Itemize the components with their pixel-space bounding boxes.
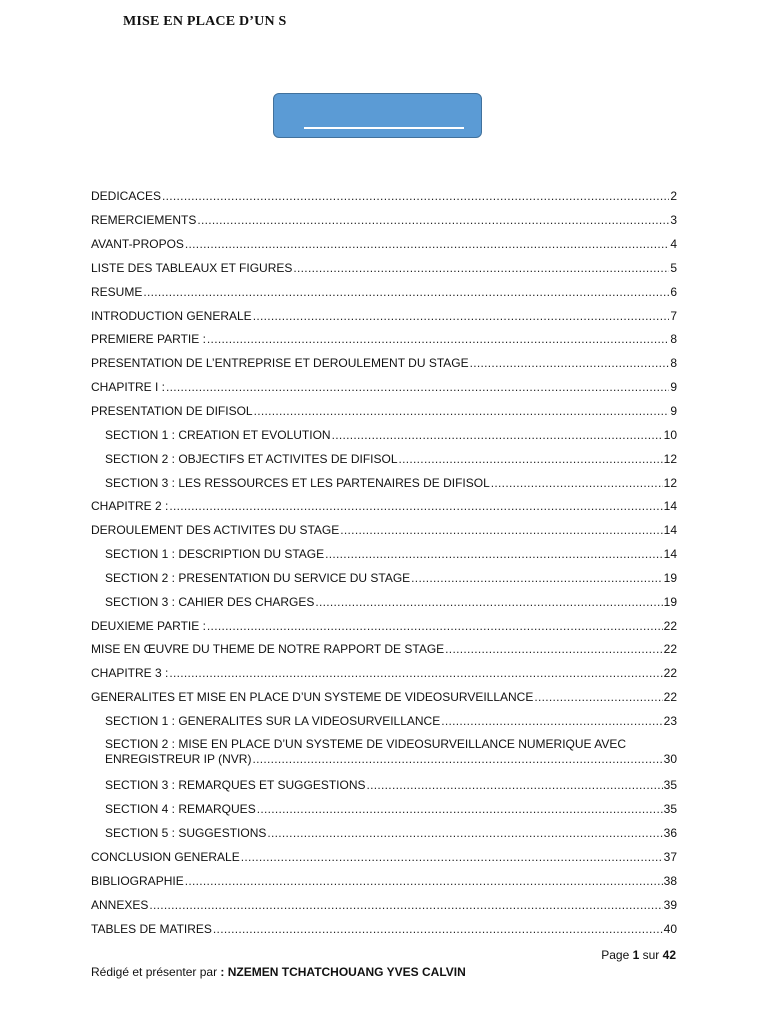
toc-dot-leader [252, 752, 662, 767]
toc-entry-page-number: 40 [663, 922, 677, 936]
toc-entry-page-number: 2 [670, 189, 677, 203]
toc-dot-leader [254, 404, 670, 419]
toc-entry[interactable] [105, 802, 677, 817]
toc-entry-page-number: 10 [663, 428, 677, 442]
toc-entry[interactable] [91, 261, 677, 276]
toc-dot-leader [197, 213, 669, 228]
toc-entry[interactable] [91, 898, 677, 913]
toc-entry[interactable] [91, 619, 677, 634]
toc-entry-page-number: 23 [663, 714, 677, 728]
toc-entry-label: DEROULEMENT DES ACTIVITES DU STAGE [91, 523, 340, 537]
toc-entry-line [91, 523, 677, 538]
toc-entry[interactable] [91, 332, 677, 347]
toc-entry-label: SECTION 1 : DESCRIPTION DU STAGE [105, 547, 325, 561]
toc-entry-page-number: 9 [670, 404, 677, 418]
total-pages-number: 42 [662, 948, 676, 962]
toc-entry-label: CHAPITRE 2 : [91, 499, 169, 513]
toc-dot-leader [213, 922, 663, 937]
toc-entry[interactable] [91, 404, 677, 419]
toc-entry-page-number: 22 [663, 619, 677, 633]
toc-entry-label: SECTION 1 : GENERALITES SUR LA VIDEOSURVEILLANCE [105, 714, 441, 728]
toc-entry-line [91, 261, 677, 276]
toc-entry-label: INTRODUCTION GENERALE [91, 309, 252, 323]
toc-entry-label: PRESENTATION DE L’ENTREPRISE ET DEROULEMENT DU STAGE [91, 356, 469, 370]
toc-entry-label: BIBLIOGRAPHIE [91, 874, 184, 888]
toc-entry-line [91, 404, 677, 419]
toc-dot-leader [241, 850, 663, 865]
toc-entry-label: PRESENTATION DE DIFISOL [91, 404, 253, 418]
toc-entry[interactable] [91, 309, 677, 324]
toc-entry[interactable] [91, 922, 677, 937]
toc-entry-label: SECTION 2 : OBJECTIFS ET ACTIVITES DE DIFISOL [105, 452, 398, 466]
toc-entry[interactable] [91, 642, 677, 657]
toc-dot-leader [293, 261, 669, 276]
toc-entry-label: MISE EN ŒUVRE DU THEME DE NOTRE RAPPORT DE STAGE [91, 642, 445, 656]
toc-entry-line [91, 898, 677, 913]
toc-entry-line [105, 476, 677, 491]
toc-entry-label: SECTION 3 : REMARQUES ET SUGGESTIONS [105, 778, 366, 792]
toc-entry-page-number: 9 [670, 380, 677, 394]
toc-entry-line [91, 499, 677, 514]
toc-entry-line [91, 213, 677, 228]
toc-entry-page-number: 22 [663, 666, 677, 680]
toc-entry-page-number: 35 [663, 802, 677, 816]
toc-entry[interactable] [105, 547, 677, 562]
toc-entry-line [105, 428, 677, 443]
title-underline [304, 127, 464, 129]
toc-entry-page-number: 36 [663, 826, 677, 840]
toc-entry-label: REMERCIEMENTS [91, 213, 197, 227]
toc-entry-line [91, 922, 677, 937]
current-page-number: 1 [632, 948, 640, 962]
toc-entry[interactable] [105, 737, 677, 767]
toc-entry-line [105, 778, 677, 793]
toc-entry-line [91, 619, 677, 634]
toc-entry-label: DEDICACES [91, 189, 162, 203]
toc-entry-line [91, 237, 677, 252]
toc-dot-leader [149, 898, 662, 913]
toc-entry-line [91, 850, 677, 865]
toc-dot-leader [534, 690, 662, 705]
toc-entry[interactable] [91, 285, 677, 300]
title-box [273, 93, 482, 138]
toc-dot-leader [445, 642, 662, 657]
toc-dot-leader [257, 802, 663, 817]
page-indicator [601, 948, 676, 962]
toc-entry-label: SECTION 2 : MISE EN PLACE D’UN SYSTEME DE VIDEOSURVEILLANCE NUMERIQUE AVEC [105, 737, 627, 751]
toc-entry-line [91, 690, 677, 705]
toc-entry-label: CHAPITRE I : [91, 380, 166, 394]
toc-dot-leader [253, 309, 670, 324]
toc-entry[interactable] [105, 778, 677, 793]
toc-entry-line [91, 332, 677, 347]
toc-entry-page-number: 8 [670, 332, 677, 346]
toc-entry-line [91, 356, 677, 371]
toc-entry-label: DEUXIEME PARTIE : [91, 619, 206, 633]
toc-entry[interactable] [91, 874, 677, 889]
toc-dot-leader [332, 428, 663, 443]
document-header-title: MISE EN PLACE D’UN S [123, 14, 287, 29]
toc-entry-line [91, 874, 677, 889]
toc-entry[interactable] [91, 237, 677, 252]
toc-entry[interactable] [105, 595, 677, 610]
toc-entry-label: CONCLUSION GENERALE [91, 850, 240, 864]
toc-entry-line [105, 802, 677, 817]
toc-dot-leader [207, 332, 669, 347]
toc-dot-leader [185, 237, 669, 252]
toc-entry-page-number: 7 [670, 309, 677, 323]
toc-dot-leader [185, 874, 663, 889]
toc-entry-page-number: 22 [663, 642, 677, 656]
toc-entry-line [105, 826, 677, 841]
page-prefix: Page [601, 948, 633, 962]
toc-dot-leader [367, 778, 663, 793]
toc-dot-leader [470, 356, 670, 371]
toc-dot-leader [169, 499, 662, 514]
toc-entry[interactable] [91, 666, 677, 681]
toc-entry-label: SECTION 4 : REMARQUES [105, 802, 256, 816]
toc-entry-page-number: 14 [663, 523, 677, 537]
toc-dot-leader [441, 714, 662, 729]
toc-entry[interactable] [91, 356, 677, 371]
toc-entry[interactable] [105, 476, 677, 491]
toc-entry-page-number: 4 [670, 237, 677, 251]
toc-entry-label: SECTION 3 : CAHIER DES CHARGES [105, 595, 315, 609]
toc-entry[interactable] [91, 523, 677, 538]
toc-entry-label: LISTE DES TABLEAUX ET FIGURES [91, 261, 293, 275]
toc-entry-label-continued: ENREGISTREUR IP (NVR) [105, 752, 252, 766]
toc-dot-leader [315, 595, 662, 610]
toc-entry-page-number: 22 [663, 690, 677, 704]
toc-entry[interactable] [105, 452, 677, 467]
toc-entry[interactable] [105, 428, 677, 443]
toc-entry[interactable] [91, 850, 677, 865]
toc-entry-line [91, 189, 677, 204]
toc-entry-label: SECTION 2 : PRESENTATION DU SERVICE DU STAGE [105, 571, 411, 585]
toc-entry-label: SECTION 5 : SUGGESTIONS [105, 826, 267, 840]
toc-dot-leader [207, 619, 663, 634]
toc-entry-page-number: 6 [670, 285, 677, 299]
toc-dot-leader [411, 571, 662, 586]
toc-entry-line [105, 571, 677, 586]
toc-entry[interactable] [91, 380, 677, 395]
toc-dot-leader [325, 547, 663, 562]
toc-entry-label: CHAPITRE 3 : [91, 666, 169, 680]
toc-entry[interactable] [91, 213, 677, 228]
toc-entry-page-number: 14 [663, 547, 677, 561]
toc-entry-line [91, 642, 677, 657]
footer-prefix: Rédigé et présenter par [91, 965, 221, 979]
toc-entry[interactable] [105, 571, 677, 586]
toc-entry-line [91, 285, 677, 300]
toc-entry-line [105, 752, 677, 767]
author-name: : NZEMEN TCHATCHOUANG YVES CALVIN [220, 965, 466, 979]
toc-dot-leader [162, 189, 669, 204]
toc-entry-label: TABLES DE MATIRES [91, 922, 212, 936]
toc-dot-leader [166, 380, 669, 395]
toc-entry-page-number: 35 [663, 778, 677, 792]
toc-entry[interactable] [91, 189, 677, 204]
toc-entry-label: PREMIERE PARTIE : [91, 332, 206, 346]
toc-entry-page-number: 30 [663, 752, 677, 766]
toc-entry-page-number: 12 [663, 476, 677, 490]
footer-author [91, 965, 466, 979]
toc-entry-line [105, 714, 677, 729]
toc-entry-line [105, 547, 677, 562]
toc-entry-label: RESUME [91, 285, 143, 299]
toc-entry[interactable] [105, 714, 677, 729]
toc-dot-leader [340, 523, 662, 538]
toc-entry[interactable] [91, 690, 677, 705]
toc-entry-page-number: 3 [670, 213, 677, 227]
toc-entry-label: SECTION 3 : LES RESSOURCES ET LES PARTENAIRES DE DIFISOL [105, 476, 490, 490]
toc-entry-line [91, 666, 677, 681]
toc-dot-leader [267, 826, 662, 841]
toc-entry-line [105, 452, 677, 467]
toc-entry-page-number: 19 [663, 571, 677, 585]
toc-entry-page-number: 37 [663, 850, 677, 864]
toc-entry-label: GENERALITES ET MISE EN PLACE D’UN SYSTEME DE VIDEOSURVEILLANCE [91, 690, 534, 704]
toc-dot-leader [399, 452, 663, 467]
toc-entry-page-number: 14 [663, 499, 677, 513]
page-separator: sur [639, 948, 663, 962]
toc-entry-label: AVANT-PROPOS [91, 237, 184, 251]
toc-entry-page-number: 19 [663, 595, 677, 609]
toc-entry-line [105, 595, 677, 610]
toc-entry[interactable] [105, 826, 677, 841]
toc-entry-page-number: 12 [663, 452, 677, 466]
toc-entry-label: ANNEXES [91, 898, 149, 912]
toc-dot-leader [491, 476, 663, 491]
toc-entry-page-number: 38 [663, 874, 677, 888]
toc-entry[interactable] [91, 499, 677, 514]
toc-entry-label: SECTION 1 : CREATION ET EVOLUTION [105, 428, 331, 442]
toc-entry-line [91, 380, 677, 395]
toc-dot-leader [143, 285, 669, 300]
toc-entry-page-number: 39 [663, 898, 677, 912]
toc-entry-line [91, 309, 677, 324]
toc-entry-page-number: 5 [670, 261, 677, 275]
toc-entry-page-number: 8 [670, 356, 677, 370]
toc-dot-leader [169, 666, 662, 681]
